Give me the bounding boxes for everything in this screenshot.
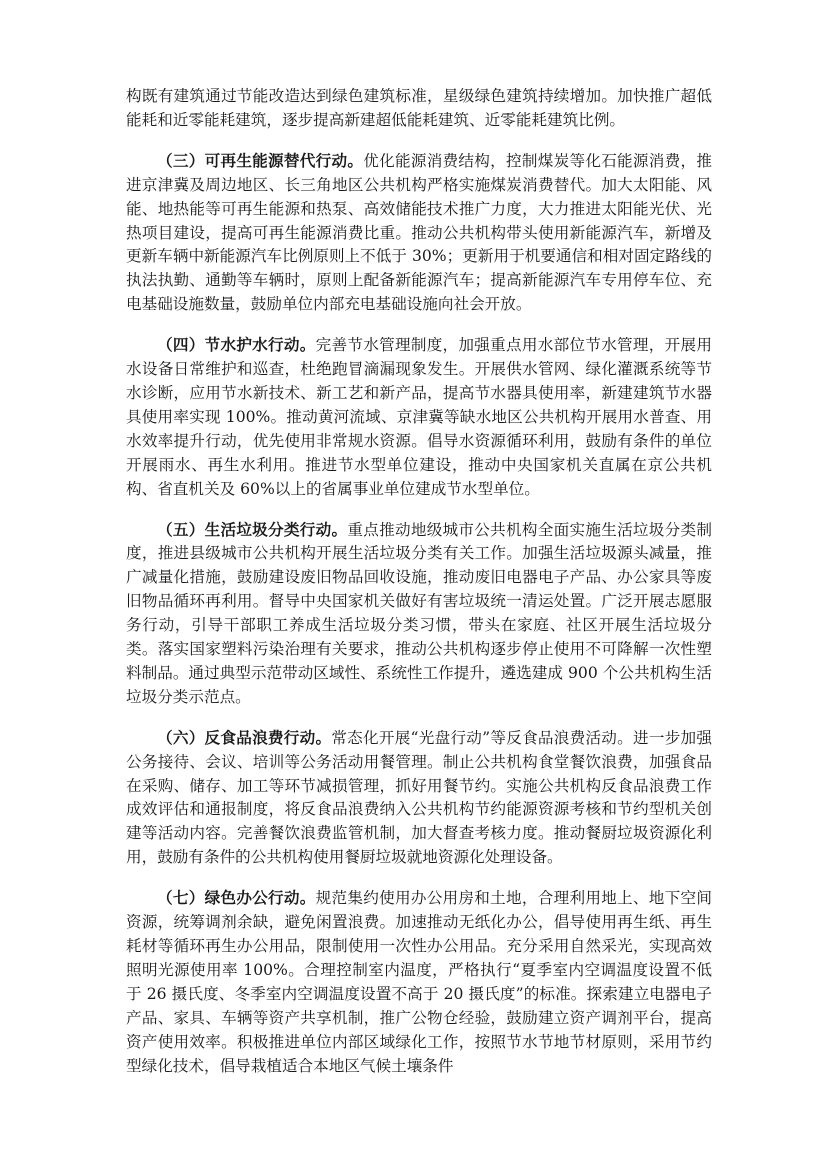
paragraph-anti-food-waste — [126, 727, 712, 870]
paragraph-heading: （四）节水护水行动。 — [157, 336, 316, 355]
document-page — [126, 85, 712, 1095]
paragraph-water-saving — [126, 334, 712, 501]
paragraph-text: 优化能源消费结构，控制煤炭等化石能源消费，推进京津冀及周边地区、长三角地区公共机构严格实施煤炭消费替代。加大太阳能、风能、地热能等可再生能源和热泵、高效储能技术推广力度，大力推进太阳能光伏、光热项目建设，提高可再生能源消费比重。推动公共机构带头使用新能源汽车，新增及更新车辆中新能源汽车比例原则上不低于 30%；更新用于机要通信和相对固定路线的执法执勤、通勤等车辆时，原则上配备新能源汽车；提高新能源汽车专用停车位、充电基础设施数量，鼓励单位内部充电基础设施向社会开放。 — [126, 151, 712, 314]
paragraph-garbage-sorting — [126, 519, 712, 710]
paragraph-renewable-energy — [126, 150, 712, 317]
paragraph-heading: （六）反食品浪费行动。 — [157, 728, 332, 747]
paragraph-heading: （五）生活垃圾分类行动。 — [157, 520, 348, 539]
paragraph-text: 完善节水管理制度，加强重点用水部位节水管理，开展用水设备日常维护和巡查，杜绝跑冒滴漏现象发生。开展供水管网、绿化灌溉系统等节水诊断，应用节水新技术、新工艺和新产品，提高节水器具使用率，新建建筑节水器具使用率实现 100%。推动黄河流域、京津冀等缺水地区公共机构开展用水普查、用水效率提升行动，优先使用非常规水资源。倡导水资源循环利用，鼓励有条件的单位开展雨水、再生水利用。推进节水型单位建设，推动中央国家机关直属在京公共机构、省直机关及 60%以上的省属事业单位建成节水型单位。 — [126, 336, 712, 498]
paragraph-text: 构既有建筑通过节能改造达到绿色建筑标准，星级绿色建筑持续增加。加快推广超低能耗和近零能耗建筑，逐步提高新建超低能耗建筑、近零能耗建筑比例。 — [126, 87, 712, 129]
paragraph-heading: （七）绿色办公行动。 — [157, 889, 316, 908]
paragraph-text: 规范集约使用办公用房和土地，合理利用地上、地下空间资源，统筹调剂余缺，避免闲置浪费。加速推动无纸化办公，倡导使用再生纸、再生耗材等循环再生办公用品，限制使用一次性办公用品。充分采用自然采光，实现高效照明光源使用率 100%。合理控制室内温度，严格执行“夏季室内空调温度设置不低于 26 摄氏度、冬季室内空调温度设置不高于 20 摄氏度”的标准。探索建立电器电子产品、家具、车辆等资产共享机制，推广公物仓经验，鼓励建立资产调剂平台，提高资产使用效率。积极推进单位内部区域绿化工作，按照节水节地节材原则，采用节约型绿化技术，倡导栽植适合本地区气候土壤条件 — [126, 889, 712, 1075]
paragraph-heading: （三）可再生能源替代行动。 — [157, 151, 364, 170]
paragraph-text: 常态化开展“光盘行动”等反食品浪费活动。进一步加强公务接待、会议、培训等公务活动用餐管理。制止公共机构食堂餐饮浪费，加强食品在采购、储存、加工等环节减损管理，抓好用餐节约。实施公共机构反食品浪费工作成效评估和通报制度，将反食品浪费纳入公共机构节约能源资源考核和节约型机关创建等活动内容。完善餐饮浪费监管机制，加大督查考核力度。推动餐厨垃圾资源化利用，鼓励有条件的公共机构使用餐厨垃圾就地资源化处理设备。 — [126, 728, 712, 867]
paragraph-continuation — [126, 85, 712, 133]
paragraph-green-office — [126, 887, 712, 1078]
paragraph-text: 重点推动地级城市公共机构全面实施生活垃圾分类制度，推进县级城市公共机构开展生活垃圾分类有关工作。加强生活垃圾源头减量，推广减量化措施，鼓励建设废旧物品回收设施，推动废旧电器电子产品、办公家具等废旧物品循环再利用。督导中央国家机关做好有害垃圾统一清运处置。广泛开展志愿服务行动，引导干部职工养成生活垃圾分类习惯，带头在家庭、社区开展生活垃圾分类。落实国家塑料污染治理有关要求，推动公共机构逐步停止使用不可降解一次性塑料制品。通过典型示范带动区域性、系统性工作提升，遴选建成 900 个公共机构生活垃圾分类示范点。 — [126, 520, 712, 706]
